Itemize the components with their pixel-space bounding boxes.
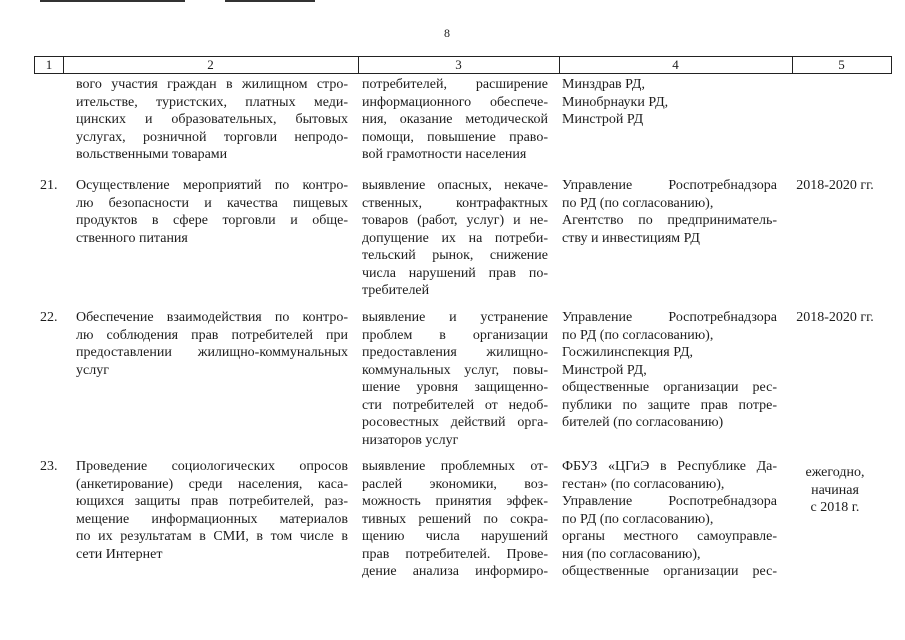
text-line: 2018-2020 гг.	[796, 310, 874, 325]
row-number: 22.	[40, 310, 58, 325]
text-line: Управление Роспотребнадзора	[562, 310, 777, 325]
row-number: 21.	[40, 178, 58, 193]
row-21-col5	[786, 177, 884, 195]
text-line: ежегодно,	[805, 465, 865, 480]
text-line: Минстрой РД	[562, 112, 644, 127]
continuation-col2	[76, 76, 348, 164]
text-line: помощи, повышение право-	[362, 129, 548, 145]
text-line: росовестных действий орга-	[362, 415, 548, 430]
row-23-col2	[76, 458, 348, 563]
header-col-2: 2	[63, 57, 359, 73]
text-line: продуктов в сфере торговли и обще-	[76, 213, 348, 228]
header-col-1: 1	[35, 57, 64, 73]
text-line: ния (по согласованию),	[562, 546, 701, 562]
text-line: шение уровня защищенно-	[362, 380, 548, 395]
text-line: Госжилинспекция РД,	[562, 345, 693, 360]
text-line: потребителей, расширение	[362, 77, 548, 92]
text-line: лю соблюдения прав потребителей при	[76, 327, 348, 343]
text-line: ительстве, туристских, платных меди-	[76, 94, 348, 110]
text-line: Проведение социологических опросов	[76, 459, 348, 474]
text-line: допущение их на потреби-	[362, 230, 548, 246]
text-line: выявление опасных, некаче-	[362, 178, 548, 193]
text-line: прав потребителей. Прове-	[362, 546, 548, 562]
text-line: Минстрой РД,	[562, 362, 647, 378]
text-line: вольственными товарами	[76, 147, 228, 162]
continuation-col3	[362, 76, 548, 164]
text-line: проблем в организации	[362, 327, 548, 343]
text-line: общественные организации рес-	[562, 380, 777, 395]
text-line: лю безопасности и качества пищевых	[76, 195, 348, 211]
header-col-3: 3	[358, 57, 560, 73]
row-22-col2	[76, 309, 348, 379]
text-line: бителей (по согласованию)	[562, 415, 724, 430]
continuation-col4	[562, 76, 777, 129]
text-line: ния, оказание методической	[362, 112, 548, 127]
text-line: информационного обеспече-	[362, 94, 548, 110]
scan-edge-right	[225, 0, 315, 2]
text-line: тельский рынок, снижение	[362, 248, 548, 263]
row-21-col3	[362, 177, 548, 300]
text-line: услуг	[76, 362, 109, 378]
scan-edge-left	[40, 0, 185, 2]
text-line: товаров (работ, услуг) и не-	[362, 213, 548, 228]
text-line: низаторов услуг	[362, 432, 459, 448]
text-line: Обеспечение взаимодействия по контро-	[76, 310, 348, 325]
text-line: ющихся защиты прав потребителей, раз-	[76, 494, 348, 509]
text-line: вой грамотности населения	[362, 147, 527, 162]
text-line: щению числа нарушений	[362, 529, 548, 544]
header-col-4: 4	[559, 57, 793, 73]
row-23-col4	[562, 458, 777, 581]
text-line: услугах, розничной торговли непродо-	[76, 129, 348, 145]
row-21-col4	[562, 177, 777, 247]
text-line: числа нарушений прав по-	[362, 265, 548, 281]
text-line: требителей	[362, 283, 430, 298]
text-line: по РД (по согласованию),	[562, 195, 714, 211]
text-line: сети Интернет	[76, 546, 163, 562]
text-line: Управление Роспотребнадзора	[562, 494, 777, 509]
text-line: по их результатам в СМИ, в том числе в	[76, 529, 348, 544]
text-line: мещение информационных материалов	[76, 511, 348, 527]
text-line: органы местного самоуправле-	[562, 529, 777, 544]
row-21-col2	[76, 177, 348, 247]
row-22-col3	[362, 309, 548, 449]
text-line: ственных, контрафактных	[362, 195, 548, 211]
text-line: предоставлении жилищно-коммунальных	[76, 345, 348, 360]
text-line: сти потребителей от недоб-	[362, 397, 548, 413]
page-number: 8	[444, 26, 450, 40]
text-line: дение анализа информиро-	[362, 564, 548, 579]
text-line: выявление и устранение	[362, 310, 548, 325]
header-col-5: 5	[838, 57, 845, 72]
text-line: цинских и образовательных, бытовых	[76, 112, 348, 127]
text-line: публики по защите прав потре-	[562, 397, 777, 413]
text-line: общественные организации рес-	[562, 564, 777, 579]
row-22-col5	[786, 309, 884, 327]
text-line: вого участия граждан в жилищном стро-	[76, 77, 348, 92]
row-22-col4	[562, 309, 777, 432]
text-line: тивных решений по сокра-	[362, 511, 548, 527]
text-line: с 2018 г.	[810, 500, 860, 515]
text-line: по РД (по согласованию),	[562, 327, 714, 343]
table-header-row	[34, 56, 892, 74]
row-23-col5	[786, 464, 884, 517]
text-line: выявление проблемных от-	[362, 459, 548, 474]
text-line: (анкетирование) среди населения, каса-	[76, 476, 348, 492]
text-line: ству и инвестициям РД	[562, 230, 700, 246]
text-line: по РД (по согласованию),	[562, 511, 714, 527]
text-line: Управление Роспотребнадзора	[562, 178, 777, 193]
text-line: ственного питания	[76, 230, 188, 246]
text-line: раслей экономики, воз-	[362, 476, 548, 492]
text-line: начиная	[811, 482, 859, 498]
text-line: 2018-2020 гг.	[796, 178, 874, 193]
row-number: 23.	[40, 459, 58, 474]
text-line: Минздрав РД,	[562, 77, 645, 92]
row-23-col3	[362, 458, 548, 581]
text-line: коммунальных услуг, повы-	[362, 362, 548, 378]
text-line: предоставления жилищно-	[362, 345, 548, 360]
text-line: гестан» (по согласованию),	[562, 476, 725, 492]
text-line: можность принятия эффек-	[362, 494, 548, 509]
text-line: Агентство по предприниматель-	[562, 213, 777, 228]
text-line: ФБУЗ «ЦГиЭ в Республике Да-	[562, 459, 777, 474]
text-line: Осуществление мероприятий по контро-	[76, 178, 348, 193]
text-line: Минобрнауки РД,	[562, 94, 669, 110]
